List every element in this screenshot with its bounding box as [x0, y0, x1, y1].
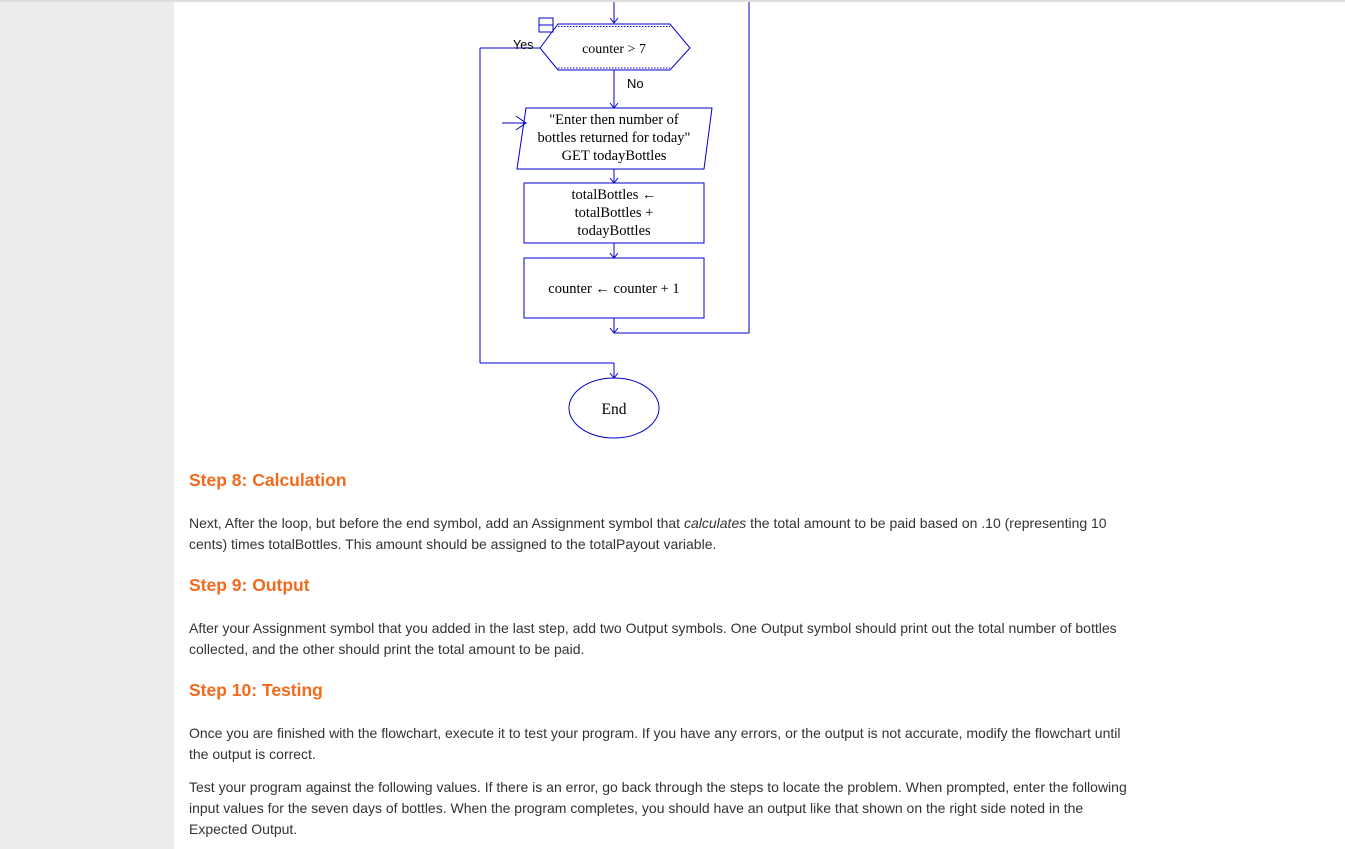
input-line-2: bottles returned for today" [537, 130, 691, 146]
step10-text-2: Test your program against the following values. If there is an error, go back through the steps to locate the problem. When prompted, enter the following input values for the seven days of bottles. When the program completes, you should have an output like that shown on the right side noted in the Expected Output. [189, 779, 1127, 837]
assign1-line-2: totalBottles + [574, 205, 654, 221]
content-column [174, 2, 1345, 849]
flowchart-diagram [174, 2, 1345, 452]
step10-heading: Step 10: Testing [189, 680, 323, 700]
yes-label: Yes [513, 38, 534, 52]
input-line-3: GET todayBottles [561, 148, 667, 164]
instructions [189, 465, 1134, 840]
left-gutter [0, 2, 174, 849]
no-label: No [627, 76, 644, 91]
step8-text-after: the total amount to be paid based on .10 (representing 10 cents) times totalBottles. This amount should be assigned to the totalPayout variable. [189, 515, 1107, 552]
step10-text-1: Once you are finished with the flowchart, execute it to test your program. If you have any errors, or the output is not accurate, modify the flowchart until the output is correct. [189, 725, 1121, 762]
step9-text: After your Assignment symbol that you added in the last step, add two Output symbols. One Output symbol should print out the total number of bottles collected, and the other should print the total amount to be paid. [189, 620, 1117, 657]
decision-text: counter > 7 [582, 42, 646, 57]
input-line-1: "Enter then number of [549, 112, 679, 128]
step8-text [189, 513, 1134, 555]
step9-heading: Step 9: Output [189, 575, 310, 595]
step8-heading: Step 8: Calculation [189, 470, 347, 490]
end-text: End [601, 401, 627, 418]
assign1-line-1: totalBottles ← [571, 187, 657, 203]
assign1-line-3: todayBottles [577, 223, 651, 239]
step8-text-before: Next, After the loop, but before the end symbol, add an Assignment symbol that [189, 515, 684, 531]
assign2-text: counter ← counter + 1 [548, 281, 680, 297]
step8-text-emphasis: calculates [683, 515, 747, 531]
